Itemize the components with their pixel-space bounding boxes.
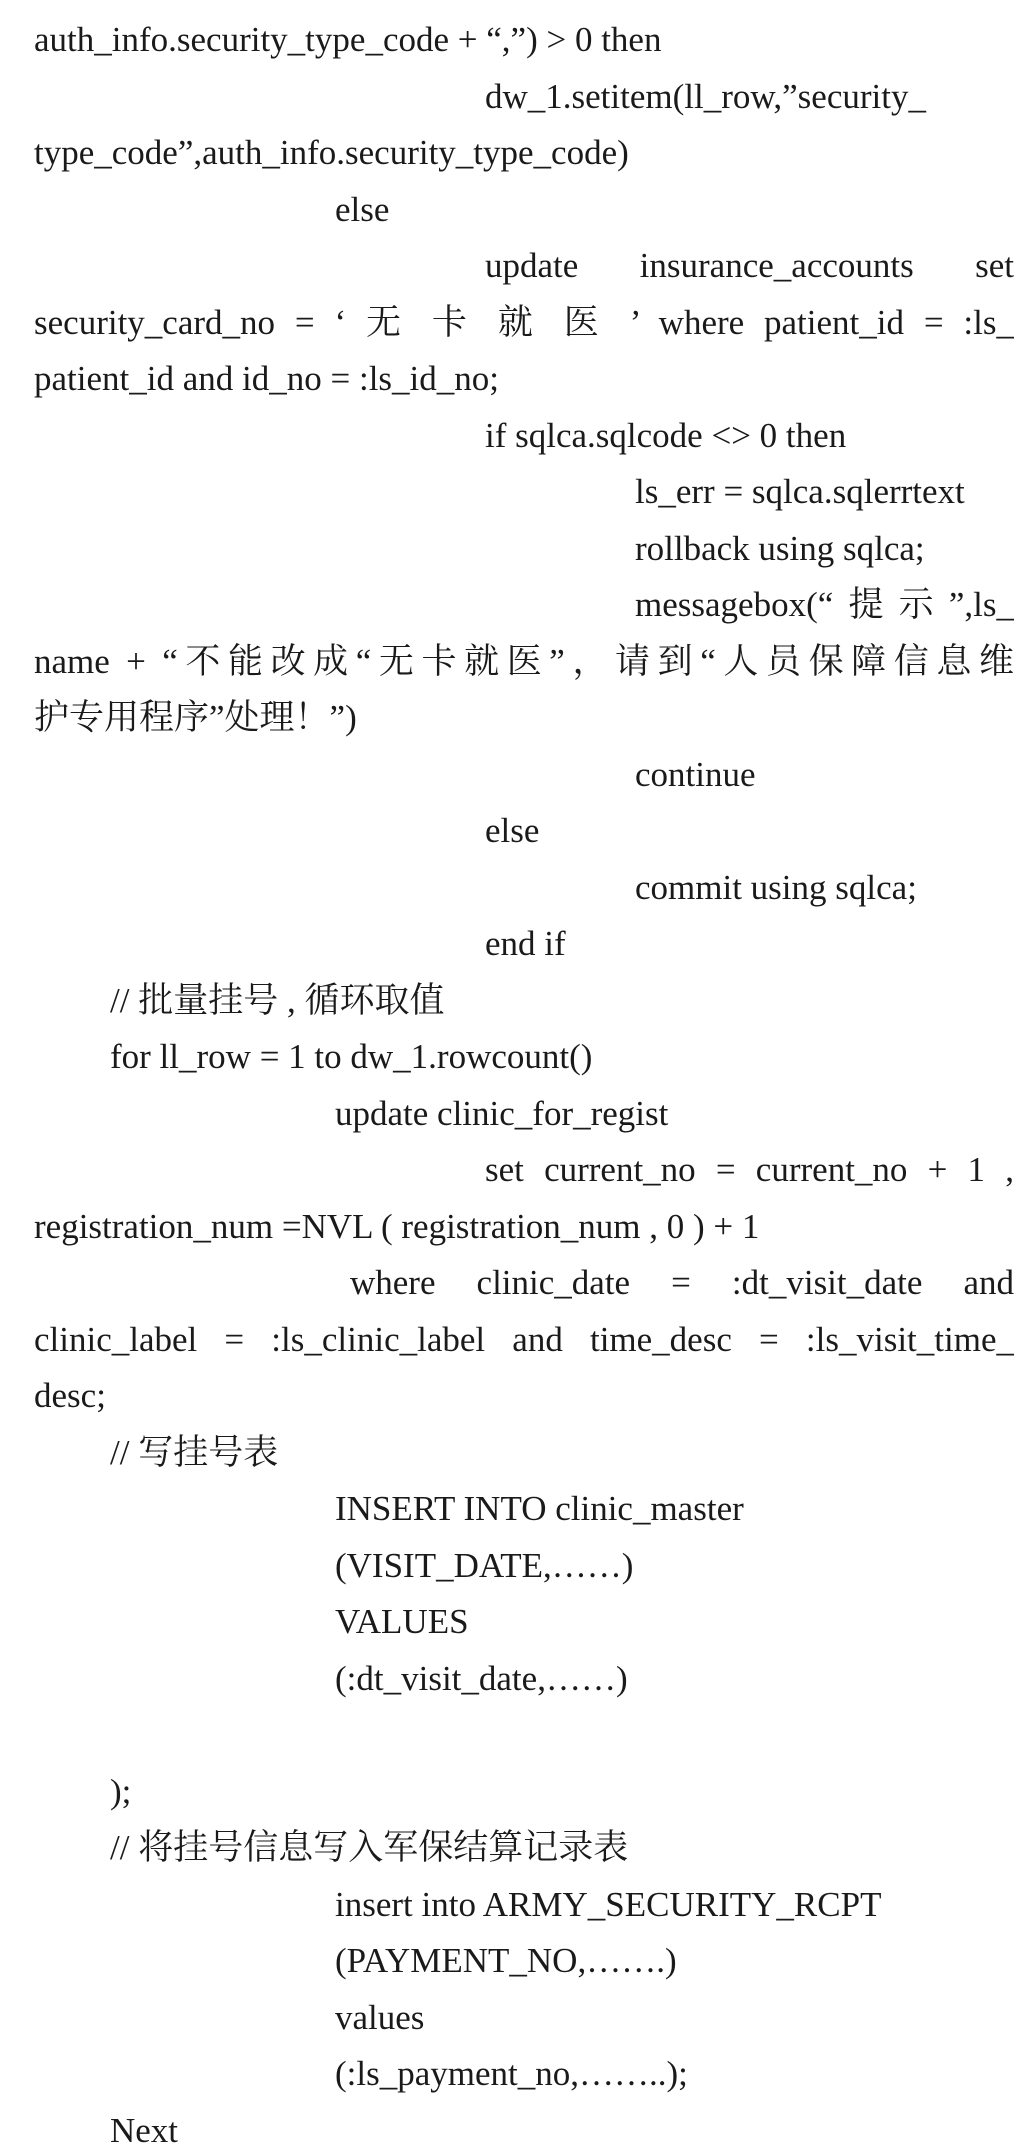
code-line: INSERT INTO clinic_master (335, 1489, 744, 1528)
code-line: 护专用程序”处理！”) (34, 698, 357, 737)
code-line: update clinic_for_regist (335, 1094, 669, 1133)
code-line: dw_1.setitem(ll_row,”security_ (485, 77, 926, 116)
code-line: (PAYMENT_NO,…….) (335, 1941, 677, 1980)
code-line: else (335, 190, 390, 229)
code-line: messagebox(“提示”,ls_ (635, 585, 1014, 624)
code-line: continue (635, 755, 756, 794)
code-line: registration_num =NVL ( registration_num , 0 ) + 1 (34, 1207, 760, 1246)
code-line: where clinic_date = :dt_visit_date and (350, 1263, 1014, 1302)
code-comment: // 批量挂号 , 循环取值 (110, 981, 445, 1020)
code-line: commit using sqlca; (635, 868, 917, 907)
code-line: (VISIT_DATE,……) (335, 1546, 634, 1585)
code-line: clinic_label = :ls_clinic_label and time_desc = :ls_visit_time_ (34, 1320, 1014, 1359)
code-line: ls_err = sqlca.sqlerrtext (635, 472, 965, 511)
code-line: auth_info.security_type_code + “,”) > 0 then (34, 20, 662, 59)
code-line: type_code”,auth_info.security_type_code) (34, 133, 629, 172)
code-line: end if (485, 924, 566, 963)
code-line: VALUES (335, 1602, 469, 1641)
code-line: security_card_no = ‘ 无 卡 就 医 ’ where patient_id = :ls_ (34, 303, 1014, 342)
code-comment: // 写挂号表 (110, 1433, 279, 1472)
code-line: update insurance_accounts set (485, 246, 1014, 285)
code-line: values (335, 1998, 425, 2037)
code-line: (:ls_payment_no,……..); (335, 2054, 688, 2093)
code-line: if sqlca.sqlcode <> 0 then (485, 416, 847, 455)
code-line: desc; (34, 1376, 106, 1415)
code-line: ); (110, 1772, 132, 1811)
code-line: rollback using sqlca; (635, 529, 925, 568)
code-line: insert into ARMY_SECURITY_RCPT (335, 1885, 882, 1924)
code-line: name + “不能改成“无卡就医”，请到“人员保障信息维 (34, 642, 1014, 681)
code-line: else (485, 811, 540, 850)
code-comment: // 将挂号信息写入军保结算记录表 (110, 1828, 629, 1867)
code-line: (:dt_visit_date,……) (335, 1659, 628, 1698)
code-line: for ll_row = 1 to dw_1.rowcount() (110, 1037, 593, 1076)
code-line: patient_id and id_no = :ls_id_no; (34, 359, 499, 398)
code-line: Next (110, 2111, 179, 2150)
code-line: set current_no = current_no + 1 , (485, 1150, 1014, 1189)
